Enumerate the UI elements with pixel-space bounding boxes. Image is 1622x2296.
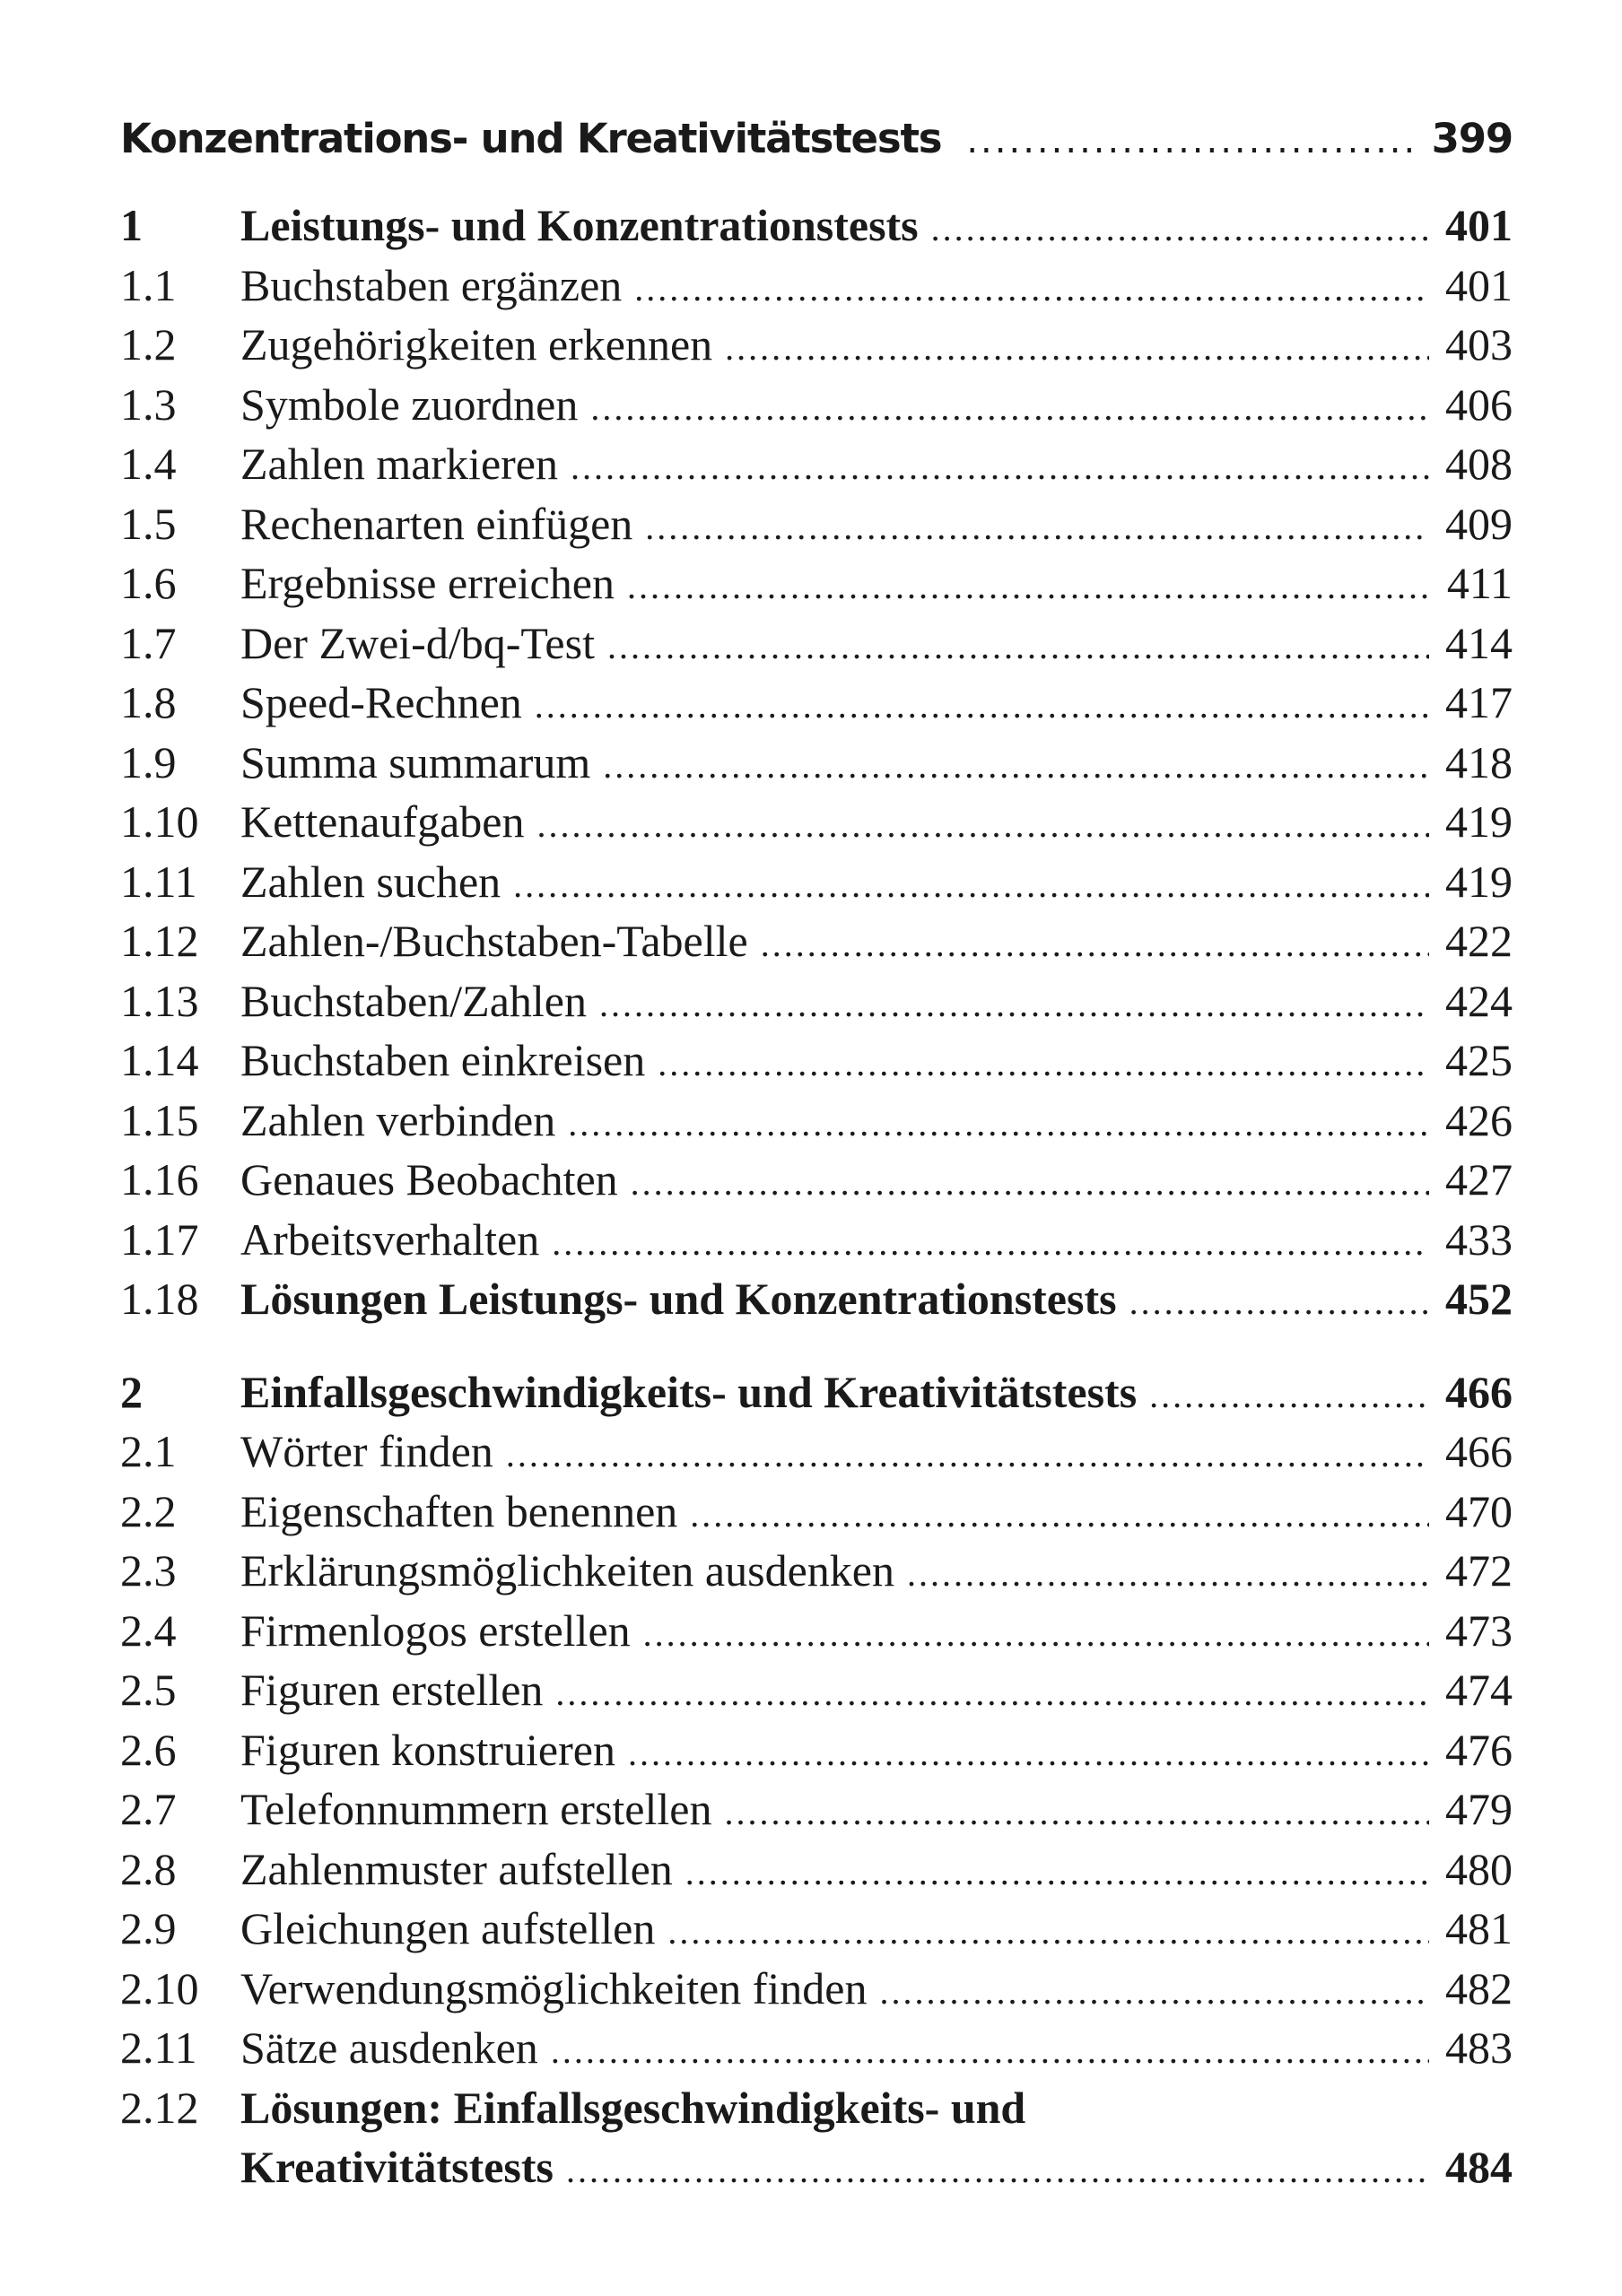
entry-number: 1.16 [120, 1154, 199, 1205]
toc-entry[interactable] [120, 915, 1513, 975]
dot-leader [658, 1042, 1429, 1084]
entry-page-number: 480 [1445, 1843, 1513, 1894]
entry-number: 1.14 [120, 1035, 199, 1085]
entry-number: 1.2 [120, 319, 177, 370]
dot-leader [645, 506, 1429, 548]
chapter-2-entries [120, 1425, 1513, 2082]
entry-number: 2.1 [120, 1426, 177, 1476]
dot-leader [931, 207, 1429, 249]
dot-leader [555, 1672, 1429, 1714]
entry-title: Der Zwei-d/bq-Test [240, 617, 595, 668]
entry-title: Speed-Rechnen [240, 677, 522, 727]
entry-title: Wörter finden [240, 1426, 493, 1476]
part-heading[interactable] [120, 115, 1513, 174]
toc-entry[interactable] [120, 1153, 1513, 1213]
entry-page-number: 474 [1445, 1665, 1513, 1715]
toc-entry[interactable] [120, 378, 1513, 439]
part-title: Konzentrations- und Kreativitätstests [120, 115, 942, 162]
chapter-page-number: 466 [1445, 1366, 1513, 1417]
chapter-title: Einfallsgeschwindigkeits- und Kreativitätstests [240, 1366, 1138, 1417]
entry-number: 1.18 [120, 1274, 199, 1324]
entry-page-number: 417 [1445, 677, 1513, 727]
entry-page-number: 466 [1445, 1426, 1513, 1476]
toc-entry[interactable] [120, 676, 1513, 736]
entry-title: Telefonnummern erstellen [240, 1784, 712, 1834]
entry-number: 1.7 [120, 617, 177, 668]
entry-title: Gleichungen aufstellen [240, 1903, 656, 1953]
entry-number: 2.11 [120, 2022, 197, 2073]
entry-page-number: 422 [1445, 916, 1513, 966]
entry-number: 1.6 [120, 558, 177, 608]
entry-number: 2.2 [120, 1485, 177, 1536]
toc-entry[interactable] [120, 1094, 1513, 1154]
dot-leader [631, 1161, 1429, 1204]
entry-title: Buchstaben/Zahlen [240, 975, 587, 1026]
toc-entry[interactable] [120, 796, 1513, 856]
toc-entry[interactable] [120, 259, 1513, 319]
toc-entry[interactable] [120, 1902, 1513, 1962]
entry-title: Figuren erstellen [240, 1665, 544, 1715]
entry-number: 1.4 [120, 439, 177, 489]
entry-title: Zahlen-/Buchstaben-Tabelle [240, 916, 748, 966]
entry-page-number: 479 [1445, 1784, 1513, 1834]
dot-leader [552, 1222, 1429, 1264]
chapter-title: Leistungs- und Konzentrationstests [240, 200, 919, 250]
dot-leader [566, 2149, 1429, 2191]
dot-leader [628, 1732, 1429, 1774]
dot-leader [879, 1970, 1429, 2013]
dot-leader [590, 387, 1429, 429]
entry-page-number: 403 [1445, 319, 1513, 370]
entry-page-number: 472 [1445, 1545, 1513, 1596]
toc-entry[interactable] [120, 2022, 1513, 2082]
entry-number: 2.12 [120, 2082, 199, 2133]
entry-page-number: 427 [1445, 1154, 1513, 1205]
dot-leader [571, 446, 1429, 488]
entry-number: 1.1 [120, 259, 177, 310]
chapter-heading-1[interactable] [120, 199, 1513, 259]
toc-entry[interactable] [120, 856, 1513, 916]
entry-page-number: 406 [1445, 378, 1513, 430]
entry-title: Summa summarum [240, 736, 591, 787]
entry-page-number: 426 [1445, 1094, 1513, 1145]
part-page-number: 399 [1431, 115, 1513, 162]
toc-entry[interactable] [120, 1605, 1513, 1665]
dot-leader [603, 744, 1429, 787]
entry-title: Zahlen markieren [240, 439, 558, 489]
chapter-page-number: 401 [1445, 200, 1513, 250]
table-of-contents [120, 115, 1513, 2201]
dot-leader [667, 1910, 1429, 1952]
dot-leader [551, 2030, 1429, 2072]
dot-leader [690, 1493, 1429, 1535]
entry-number: 2.9 [120, 1903, 177, 1953]
entry-page-number: 411 [1446, 558, 1513, 608]
entry-page-number: 483 [1445, 2022, 1513, 2073]
dot-leader [761, 923, 1429, 965]
entry-page-number: 433 [1445, 1213, 1513, 1265]
entry-page-number: 414 [1445, 617, 1513, 668]
toc-entry[interactable] [120, 975, 1513, 1035]
entry-number: 1.15 [120, 1094, 199, 1145]
dot-leader [724, 1791, 1429, 1833]
entry-title: Figuren konstruieren [240, 1724, 615, 1775]
entry-title: Arbeitsverhalten [240, 1213, 540, 1265]
toc-entry-solutions-1[interactable] [120, 1273, 1513, 1333]
entry-title: Lösungen Leistungs- und Konzentrationstests [240, 1274, 1117, 1324]
toc-entry[interactable] [120, 1425, 1513, 1485]
dot-leader [513, 864, 1429, 906]
toc-entry[interactable] [120, 318, 1513, 378]
toc-entry[interactable] [120, 617, 1513, 677]
entry-title: Firmenlogos erstellen [240, 1605, 631, 1656]
dot-leader [537, 804, 1429, 846]
entry-page-number: 425 [1445, 1035, 1513, 1085]
entry-number: 1.9 [120, 736, 177, 787]
toc-entry[interactable] [120, 1724, 1513, 1784]
toc-entry[interactable] [120, 736, 1513, 796]
dot-leader [1129, 1281, 1429, 1323]
toc-entry[interactable] [120, 1843, 1513, 1903]
toc-entry[interactable] [120, 1783, 1513, 1843]
entry-page-number: 419 [1445, 856, 1513, 907]
entry-title: Symbole zuordnen [240, 378, 579, 430]
toc-entry[interactable] [120, 1213, 1513, 1274]
entry-title: Zahlen verbinden [240, 1094, 556, 1145]
toc-entry[interactable] [120, 1485, 1513, 1545]
dot-leader [1149, 1374, 1429, 1416]
entry-number: 2.8 [120, 1843, 177, 1894]
dot-leader [627, 565, 1431, 607]
entry-title: Zugehörigkeiten erkennen [240, 319, 713, 370]
dot-leader [599, 983, 1429, 1025]
toc-entry[interactable] [120, 1034, 1513, 1094]
entry-title-line-2: Kreativitätstests [240, 2142, 554, 2192]
entry-number: 1.13 [120, 975, 199, 1026]
entry-number: 1.8 [120, 677, 177, 727]
chapter-heading-2[interactable] [120, 1366, 1513, 1426]
dot-leader [725, 326, 1429, 369]
entry-title: Buchstaben einkreisen [240, 1035, 646, 1085]
entry-page-number: 473 [1445, 1605, 1513, 1656]
entry-number: 2.4 [120, 1605, 177, 1656]
entry-title: Verwendungsmöglichkeiten finden [240, 1962, 868, 2013]
entry-title: Genaues Beobachten [240, 1154, 618, 1205]
entry-number: 2.3 [120, 1545, 177, 1596]
entry-title: Kettenaufgaben [240, 796, 525, 847]
toc-entry[interactable] [120, 1664, 1513, 1724]
entry-page-number: 424 [1445, 975, 1513, 1026]
toc-entry[interactable] [120, 498, 1513, 558]
toc-entry[interactable] [120, 557, 1513, 617]
toc-entry[interactable] [120, 1544, 1513, 1605]
toc-entry[interactable] [120, 438, 1513, 498]
chapter-number: 2 [120, 1366, 143, 1417]
entry-title: Zahlenmuster aufstellen [240, 1843, 673, 1894]
entry-number: 1.10 [120, 796, 199, 847]
dot-leader [907, 1552, 1429, 1595]
dot-leader [685, 1851, 1429, 1893]
entry-page-number: 418 [1445, 736, 1513, 787]
dot-leader [568, 1102, 1429, 1144]
entry-title: Buchstaben ergänzen [240, 259, 623, 310]
entry-number: 2.7 [120, 1784, 177, 1834]
entry-page-number: 419 [1445, 796, 1513, 847]
dot-leader [535, 684, 1429, 726]
entry-number: 1.11 [120, 856, 197, 907]
entry-page-number: 408 [1445, 439, 1513, 489]
dot-leader [607, 625, 1429, 667]
entry-number: 2.5 [120, 1665, 177, 1715]
entry-title-line-1: Lösungen: Einfallsgeschwindigkeits- und [240, 2082, 1026, 2133]
entry-page-number: 476 [1445, 1724, 1513, 1775]
entry-title: Zahlen suchen [240, 856, 501, 907]
dot-leader [966, 120, 1415, 161]
entry-number: 1.12 [120, 916, 199, 966]
entry-number: 1.3 [120, 378, 177, 430]
entry-page-number: 482 [1445, 1962, 1513, 2013]
entry-page-number: 481 [1445, 1903, 1513, 1953]
toc-entry-solutions-2[interactable] [120, 2082, 1513, 2142]
entry-page-number: 452 [1445, 1274, 1513, 1324]
entry-page-number: 401 [1445, 259, 1513, 310]
dot-leader [506, 1433, 1429, 1475]
entry-title: Erklärungsmöglichkeiten ausdenken [240, 1545, 894, 1596]
entry-number: 1.5 [120, 498, 177, 549]
entry-title: Ergebnisse erreichen [240, 558, 615, 608]
entry-page-number: 484 [1445, 2142, 1513, 2192]
toc-entry-solutions-2-continued[interactable] [120, 2141, 1513, 2201]
toc-entry[interactable] [120, 1962, 1513, 2022]
entry-number: 1.17 [120, 1213, 199, 1265]
chapter-number: 1 [120, 200, 143, 250]
entry-page-number: 409 [1445, 498, 1513, 549]
chapter-1-entries [120, 259, 1513, 1274]
entry-title: Rechenarten einfügen [240, 498, 633, 549]
entry-title: Sätze ausdenken [240, 2022, 538, 2073]
dot-leader [634, 267, 1429, 309]
entry-number: 2.10 [120, 1962, 199, 2013]
entry-title: Eigenschaften benennen [240, 1485, 678, 1536]
entry-number: 2.6 [120, 1724, 177, 1775]
entry-page-number: 470 [1445, 1485, 1513, 1536]
dot-leader [643, 1613, 1429, 1655]
